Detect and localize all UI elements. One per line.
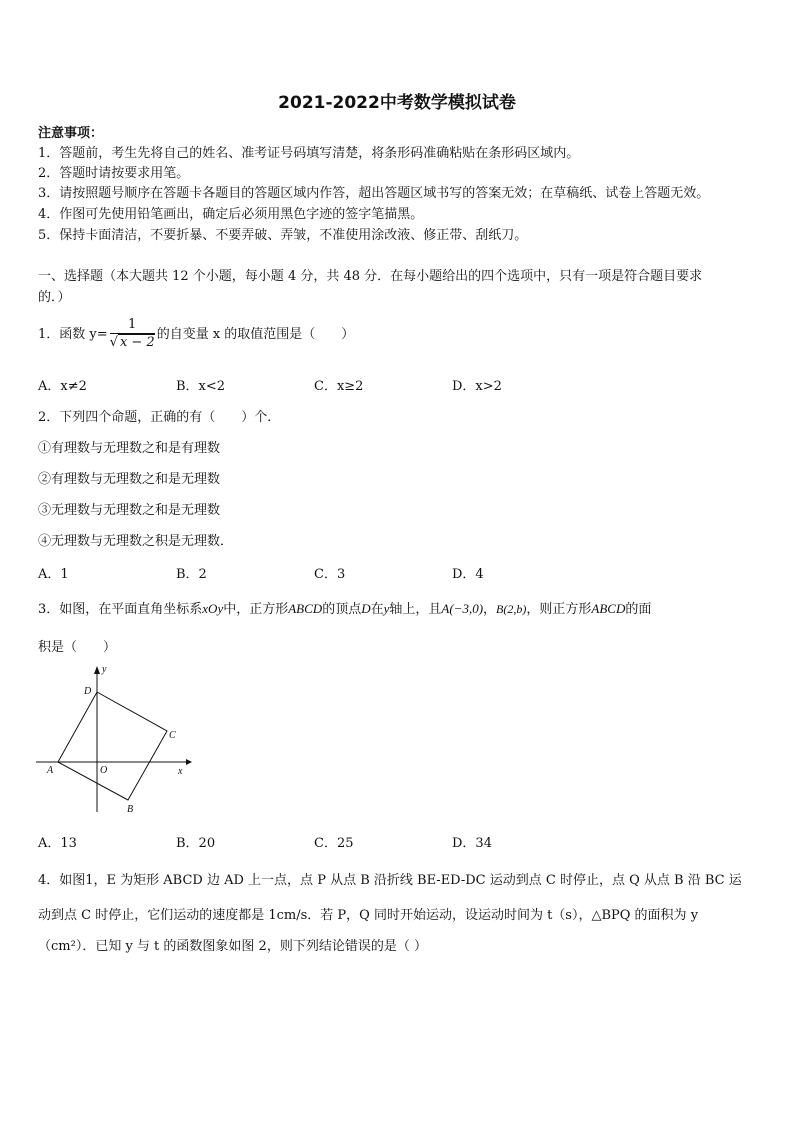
notice-item: 2．答题时请按要求用笔。: [38, 166, 190, 181]
statement-2: ②有理数与无理数之和是无理数: [38, 472, 221, 487]
section-heading: 一、选择题（本大题共 12 个小题，每小题 4 分，共 48 分．在每小题给出的四个选项中，只有一项是符合题目要求: [38, 269, 703, 284]
q3-abcd: ABCD: [591, 601, 626, 616]
question-2: 2．下列四个命题，正确的有（ ）个．: [38, 410, 281, 425]
question-4: 4．如图1，E 为矩形 ABCD 边 AD 上一点，点 P 从点 B 沿折线 BE-ED-DC 运动到点 C 时停止，点 Q 从点 B 沿 BC 运: [38, 873, 742, 888]
square-figure: [30, 660, 200, 820]
option-a: A．x≠2: [38, 379, 87, 394]
q1-prefix: 1．函数 y=: [38, 327, 108, 342]
notice-item: 1．答题前，考生先将自己的姓名、准考证号码填写清楚，将条形码准确粘贴在条形码区域内。: [38, 146, 580, 161]
option-c: C．x≥2: [314, 379, 364, 394]
sqrt-radicand: x − 2: [119, 335, 155, 350]
label-y: y: [102, 664, 107, 675]
fraction-numerator: 1: [110, 317, 155, 334]
page-title: 2021-2022中考数学模拟试卷: [278, 93, 516, 113]
question-1: [38, 316, 354, 354]
option-a: A．13: [38, 836, 77, 851]
option-b: B．x<2: [176, 379, 226, 394]
label-b: B: [127, 804, 134, 815]
notice-item: 5．保持卡面清洁，不要折暴、不要弄破、弄皱，不准使用涂改液、修正带、刮纸刀。: [38, 228, 528, 243]
option-d: D．34: [452, 836, 492, 851]
option-d: D．x>2: [452, 379, 502, 394]
q3-text: ，则正方形: [526, 602, 592, 617]
option-b: B．2: [176, 567, 207, 582]
option-c: C．25: [314, 836, 354, 851]
label-c: C: [169, 730, 176, 741]
fraction: [110, 317, 155, 352]
q1-suffix: 的自变量 x 的取值范围是（ ）: [156, 327, 355, 342]
q3-d: D: [361, 601, 371, 616]
q3-text: 中，正方形: [223, 602, 289, 617]
square-abcd: [58, 692, 167, 800]
x-axis-arrow: [186, 759, 192, 765]
option-a: A．1: [38, 567, 69, 582]
statement-1: ①有理数与无理数之和是有理数: [38, 441, 221, 456]
question-4-cont: （cm²）．已知 y 与 t 的函数图象如图 2，则下列结论错误的是（ ）: [38, 939, 427, 954]
q3-abcd: ABCD: [288, 601, 323, 616]
notice-item: 3．请按照题号顺序在答题卡各题目的答题区域内作答，超出答题区域书写的答案无效；在草稿纸、试卷上答题无效。: [38, 186, 710, 201]
q3-point-b: B(2,b): [496, 602, 527, 616]
notice-item: 4．作图可先使用铅笔画出，确定后必须用黑色字迹的签字笔描黑。: [38, 207, 424, 222]
q3-text: 3．如图，在平面直角坐标系: [38, 602, 203, 617]
q3-text: 的顶点: [322, 602, 362, 617]
label-d: D: [84, 686, 92, 697]
q3-text: 轴上，且: [389, 602, 442, 617]
q3-text: 的面: [625, 602, 652, 617]
label-x: x: [178, 766, 183, 777]
q3-xoy: xOy: [202, 601, 224, 616]
statement-4: ④无理数与无理数之积是无理数．: [38, 534, 234, 549]
question-3: [38, 598, 651, 617]
option-c: C．3: [314, 567, 346, 582]
q3-text: 在: [370, 602, 384, 617]
y-axis-arrow: [94, 666, 100, 674]
label-o: O: [100, 765, 108, 776]
q3-y: y: [383, 601, 390, 616]
label-a: A: [47, 765, 54, 776]
question-4-cont: 动到点 C 时停止，它们运动的速度都是 1cm/s．若 P，Q 同时开始运动，设运动时间为 t（s），△BPQ 的面积为 y: [38, 908, 699, 923]
q3-text: ，: [483, 602, 497, 617]
question-3-cont: 积是（ ）: [38, 640, 117, 655]
q3-point-a: A(−3,0): [441, 601, 484, 616]
notice-heading: 注意事项：: [38, 126, 104, 141]
statement-3: ③无理数与无理数之和是无理数: [38, 503, 221, 518]
section-heading-cont: 的．）: [38, 290, 71, 305]
fraction-denominator: √ x − 2: [109, 335, 155, 350]
option-d: D．4: [452, 567, 484, 582]
option-b: B．20: [176, 836, 216, 851]
